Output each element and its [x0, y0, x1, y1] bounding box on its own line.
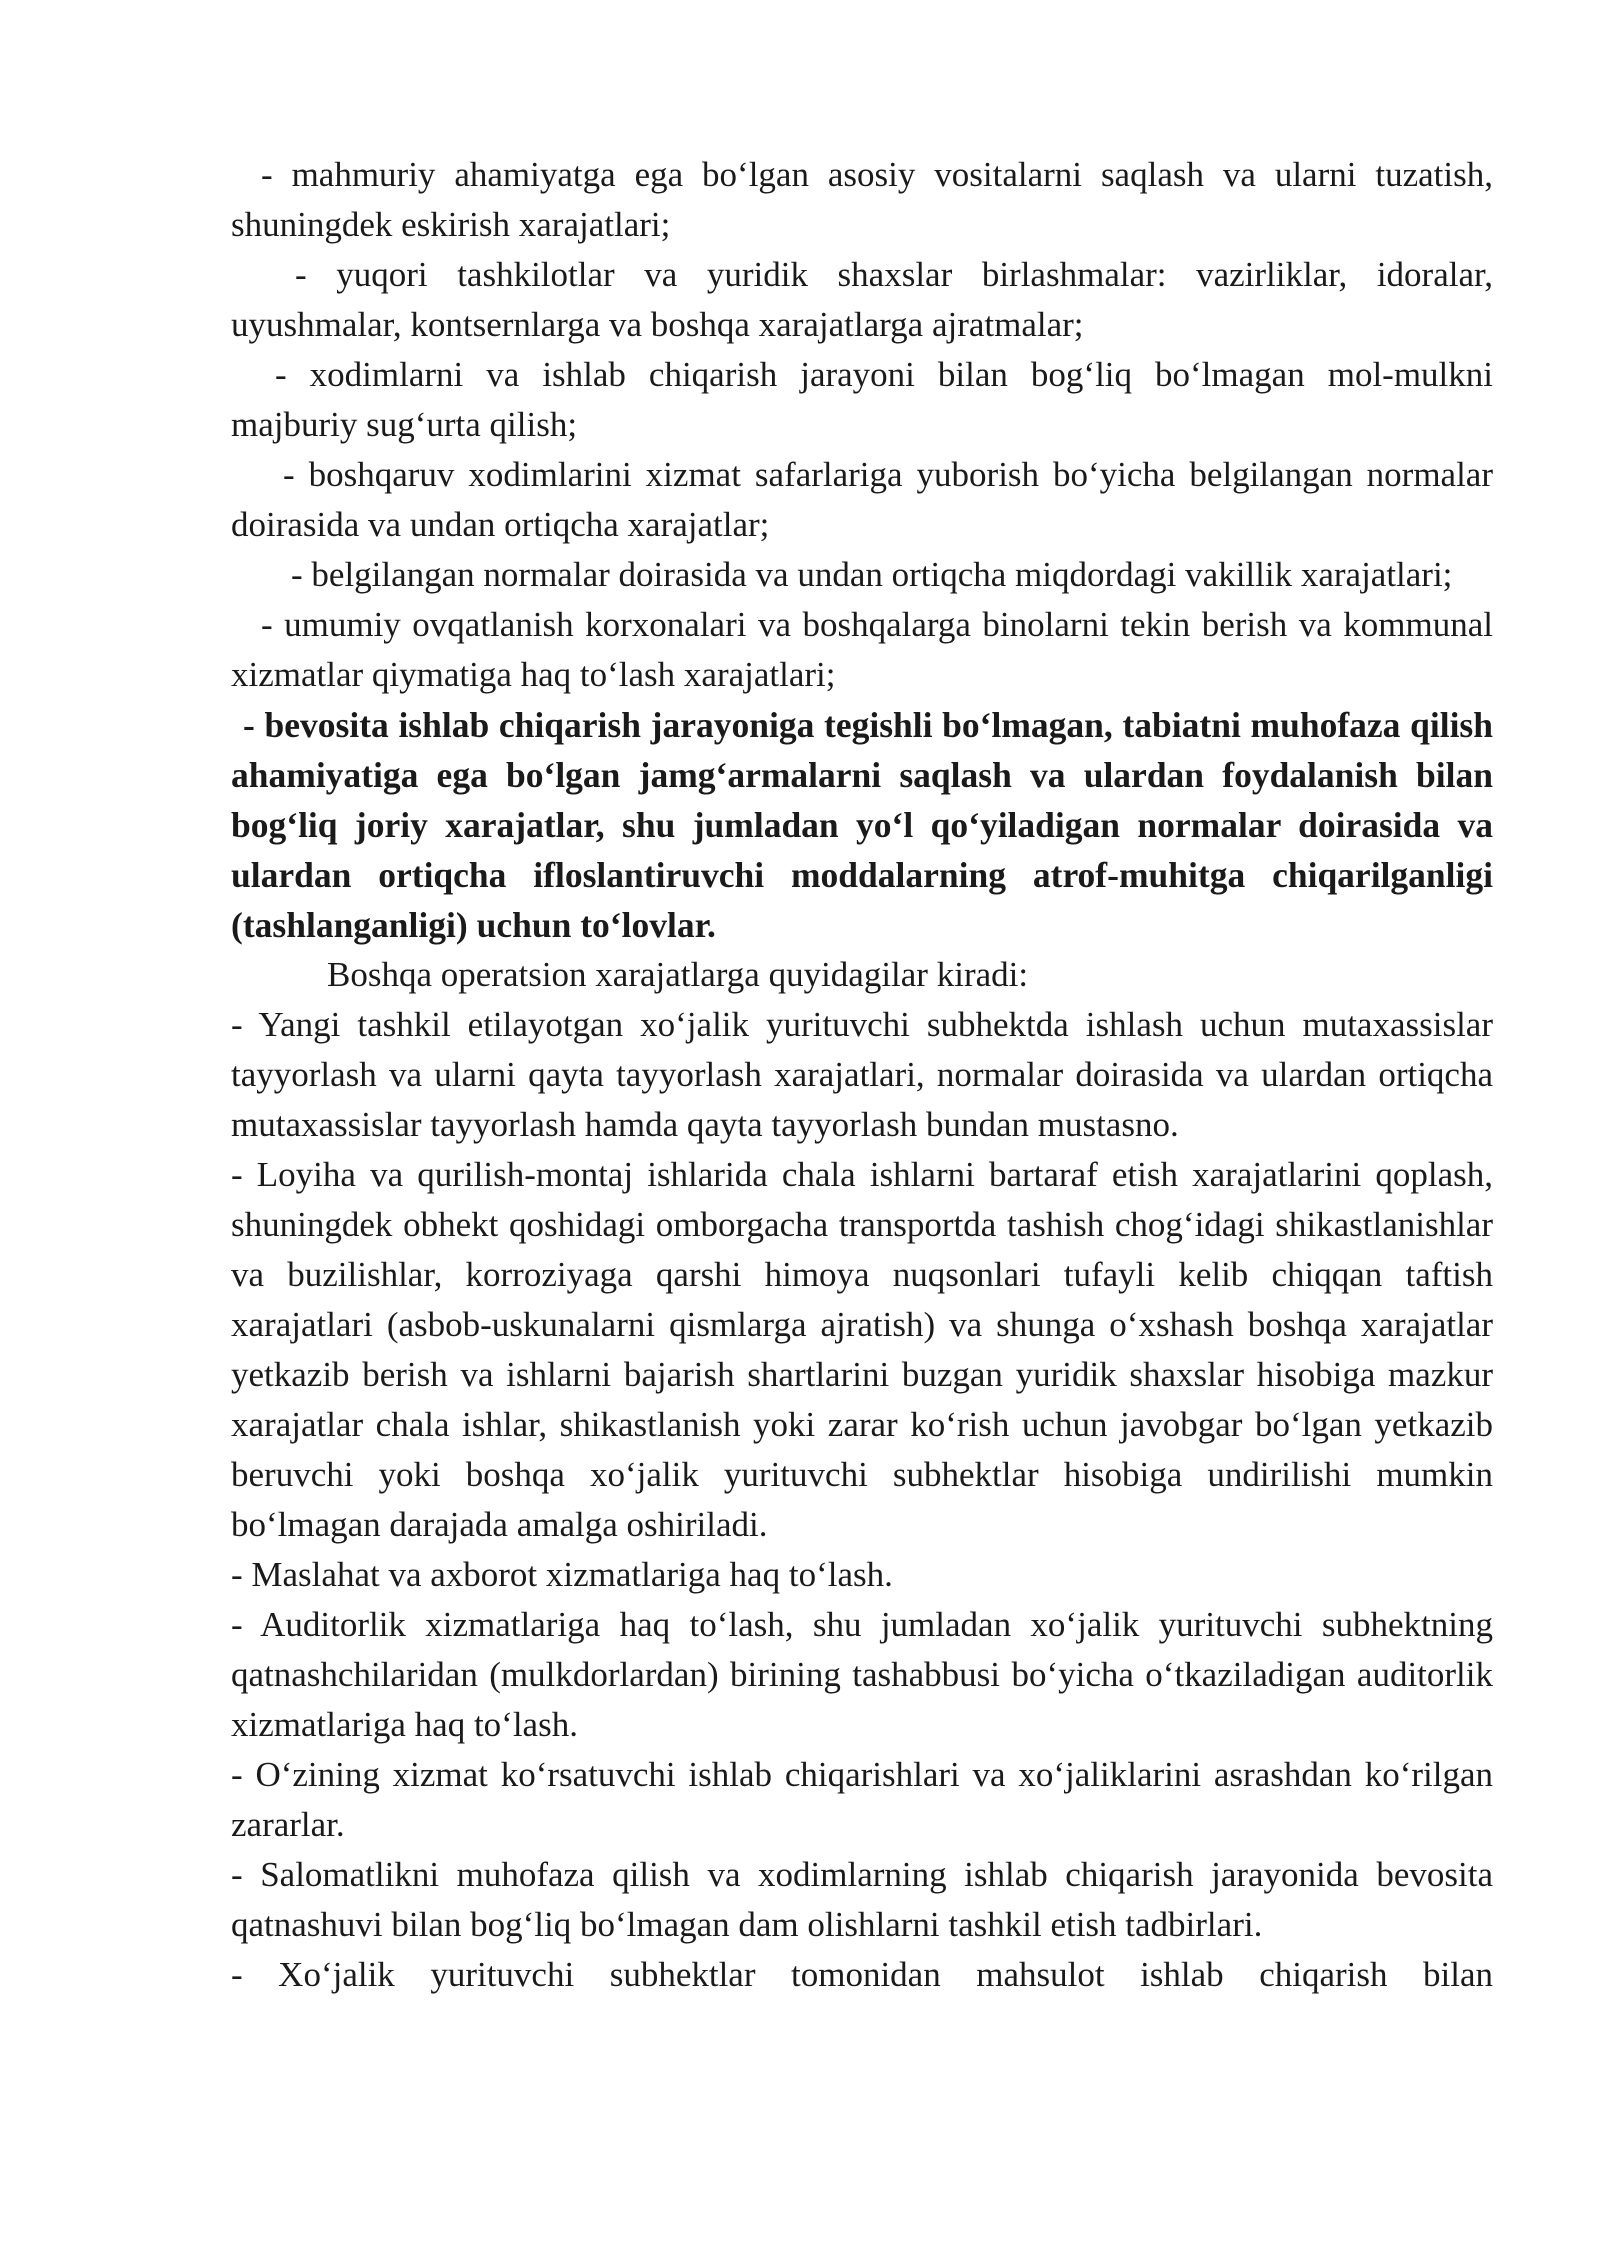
paragraph-catering: - umumiy ovqatlanish korxonalari va boshqalarga binolarni tekin berish va kommunal xizmatlar qiymatiga haq to‘lash xarajatlari;: [231, 605, 1493, 694]
paragraph-consulting: - Maslahat va axborot xizmatlariga haq to‘lash.: [231, 1555, 893, 1594]
paragraph-business-trips: - boshqaruv xodimlarini xizmat safarlariga yuborish bo‘yicha belgilangan normalar doirasida va undan ortiqcha xarajatlar;: [231, 455, 1493, 544]
paragraph-production: - Xo‘jalik yurituvchi subhektlar tomonidan mahsulot ishlab chiqarish bilan: [231, 1955, 1493, 1994]
paragraph-health: - Salomatlikni muhofaza qilish va xodimlarning ishlab chiqarish jarayonida bevosita qatnashuvi bilan bog‘liq bo‘lmagan dam olishlarni tashkil etish tadbirlari.: [231, 1855, 1493, 1944]
paragraph-service-losses: - O‘zining xizmat ko‘rsatuvchi ishlab chiqarishlari va xo‘jaliklarini asrashdan ko‘rilgan zararlar.: [231, 1755, 1493, 1844]
paragraph-insurance: - xodimlarni va ishlab chiqarish jarayoni bilan bog‘liq bo‘lmagan mol-mulkni majburiy sug‘urta qilish;: [231, 355, 1493, 444]
paragraph-training: - Yangi tashkil etilayotgan xo‘jalik yurituvchi subhektda ishlash uchun mutaxassislar tayyorlash va ularni qayta tayyorlash xarajatlari, normalar doirasida va ulardan ortiqcha mutaxassislar tayyorlash hamda qayta tayyorlash bundan mustasno.: [231, 1005, 1493, 1144]
paragraph-defects: - Loyiha va qurilish-montaj ishlarida chala ishlarni bartaraf etish xarajatlarini qoplash, shuningdek obhekt qoshidagi omborgacha transportda tashish chog‘idagi shikastlanishlar va buzilishlar, korroziyaga qarshi himoya nuqsonlari tufayli kelib chiqqan taftish xarajatlari (asbob-uskunalarni qismlarga ajratish) va shunga o‘xshash boshqa xarajatlar yetkazib berish va ishlarni bajarish shartlarini buzgan yuridik shaxslar hisobiga mazkur xarajatlar chala ishlar, shikastlanish yoki zarar ko‘rish uchun javobgar bo‘lgan yetkazib beruvchi yoki boshqa xo‘jalik yurituvchi subhektlar hisobiga undirilishi mumkin bo‘lmagan darajada amalga oshiriladi.: [231, 1155, 1493, 1544]
paragraph-environment: - bevosita ishlab chiqarish jarayoniga tegishli bo‘lmagan, tabiatni muhofaza qilish ahamiyatiga ega bo‘lgan jamg‘armalarni saqlash va ulardan foydalanish bilan bog‘liq joriy xarajatlar, shu jumladan yo‘l qo‘yiladigan normalar doirasida va ulardan ortiqcha ifloslantiruvchi moddalarning atrof-muhitga chiqarilganligi (tashlanganligi) uchun to‘lovlar.: [231, 705, 1493, 945]
paragraph-representation: - belgilangan normalar doirasida va undan ortiqcha miqdordagi vakillik xarajatlari;: [291, 555, 1453, 594]
paragraph-admin-assets: - mahmuriy ahamiyatga ega bo‘lgan asosiy vositalarni saqlash va ularni tuzatish, shuningdek eskirish xarajatlari;: [231, 155, 1493, 244]
paragraph-higher-organizations: - yuqori tashkilotlar va yuridik shaxslar birlashmalar: vazirliklar, idoralar, uyushmalar, kontsernlarga va boshqa xarajatlarga ajratmalar;: [231, 255, 1493, 344]
paragraph-other-operating-intro: Boshqa operatsion xarajatlarga quyidagilar kiradi:: [327, 955, 1029, 994]
document-page: [231, 150, 1493, 2000]
paragraph-audit: - Auditorlik xizmatlariga haq to‘lash, shu jumladan xo‘jalik yurituvchi subhektning qatnashchilaridan (mulkdorlardan) birining tashabbusi bo‘yicha o‘tkaziladigan auditorlik xizmatlariga haq to‘lash.: [231, 1605, 1493, 1744]
